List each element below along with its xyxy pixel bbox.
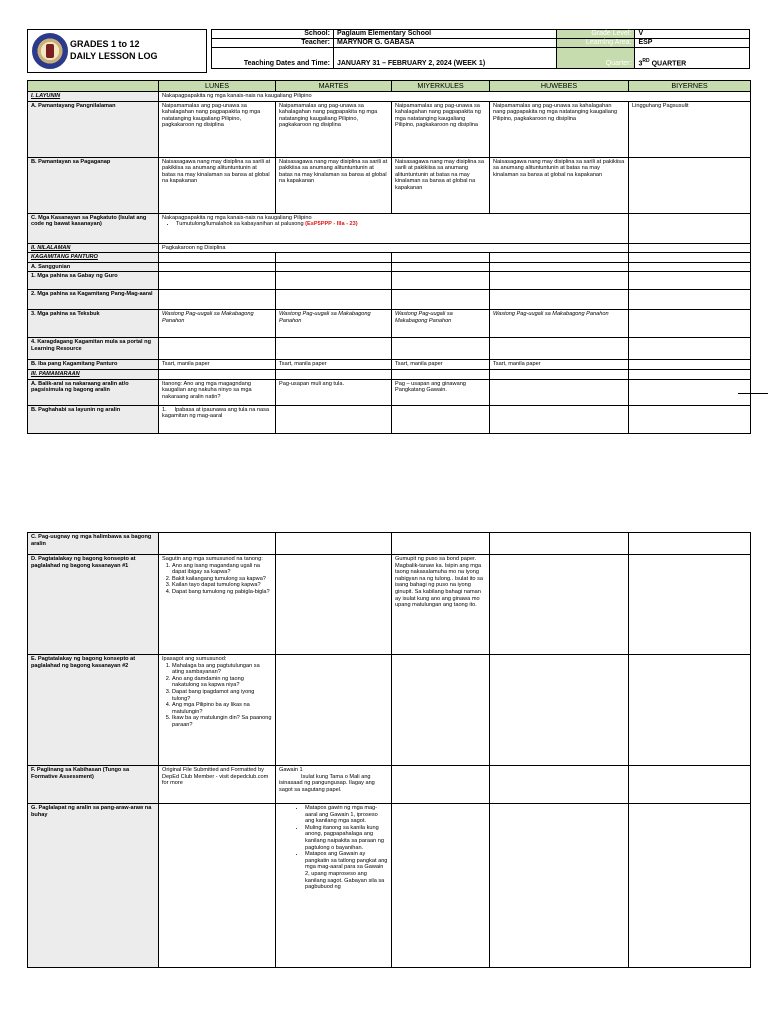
day-header-huwebes: HUWEBES: [490, 81, 629, 92]
table-cell: [629, 213, 751, 243]
competency-bullet: • Tumutulong/lumalahok sa kabayanihan at palusong (EsP5PPP - IIIa - 23): [176, 221, 625, 228]
table-cell: Wastong Pag-uugali sa Makabagong Panahon: [159, 310, 276, 338]
table-row: [28, 360, 751, 370]
teacher-value: MARYNOR G. GABASA: [333, 39, 556, 48]
table-row: [28, 290, 751, 310]
title-line-2: DAILY LESSON LOG: [70, 51, 158, 61]
school-label: School:: [212, 30, 334, 39]
section-pamamaraan: III. PAMAMARAAN: [28, 369, 159, 379]
table-cell: Gumupit ng puso sa bond paper. Magbalik-tanaw ka. Isipin ang mga taong nakasalamuha mo na iyong nabigyan na ng tulong.. Isulat ito sa isang bahagi ng puso na iyong ginupit. Sa kabilang bahagi naman ay isulat kung ano ang ginawa mo upang matulungan ang taong ito.: [392, 555, 490, 655]
row-label: 2. Mga pahina sa Kagamitang Pang-Mag-aaral: [28, 290, 159, 310]
table-row: [28, 310, 751, 338]
list-item: 1. Mahalaga ba ang pagtutulungan sa ating sambayanan?: [172, 663, 272, 676]
table-row: [28, 405, 751, 433]
row-label: B. Paghahabi sa layunin ng aralin: [28, 405, 159, 433]
list-item: • Muling itanong sa kanila kung anong, pagpapahalaga ang kanilang naipakita sa paraan ng pagtulong o bayanihan.: [305, 825, 388, 851]
lesson-table-part-2: [27, 532, 751, 968]
learning-area-label: Learning Area:: [557, 39, 635, 48]
row-label: B. Pamantayan sa Pagaganap: [28, 157, 159, 213]
row-label: 4. Karagdagang Kagamitan mula sa portal ng Learning Resource: [28, 338, 159, 360]
section-kagamitan: KAGAMITANG PANTURO: [28, 253, 159, 263]
table-cell: Pag-usapan muli ang tula.: [276, 379, 392, 405]
day-header-martes: MARTES: [276, 81, 392, 92]
quarter-value: 3RD QUARTER: [635, 48, 750, 69]
list-item: 5. Ikaw ba ay matulungin din? Sa paanong paraan?: [172, 715, 272, 728]
table-cell: Tsart, manila paper: [159, 360, 276, 370]
row-label: C. Mga Kasanayan sa Pagkatuto (Isulat ang code ng bawat kasanayan): [28, 213, 159, 243]
grade-level-value: V: [635, 30, 750, 39]
layunin-text: Nakapagpapakita ng mga kanais-nais na kaugaliang Pilipino: [159, 92, 751, 102]
title-line-1: GRADES 1 to 12: [70, 39, 140, 49]
dates-value: JANUARY 31 – FEBRUARY 2, 2024 (WEEK 1): [333, 48, 556, 69]
row-label: E. Pagtatalakay ng bagong konsepto at paglalahad ng bagong kasanayan #2: [28, 655, 159, 766]
table-cell: [629, 157, 751, 213]
table-cell: Wastong Pag-uugali sa Makabagong Panahon: [276, 310, 392, 338]
table-row: [28, 92, 751, 102]
competency-code: (EsP5PPP - IIIa - 23): [305, 221, 358, 228]
list-item: 4. Dapat bang tumulong ng pabigla-bigla?: [172, 589, 272, 596]
table-row: [28, 804, 751, 968]
table-row: [28, 157, 751, 213]
row-label: G. Paglalapat ng aralin sa pang-araw-araw na buhay: [28, 804, 159, 968]
row-label: F. Paglinang sa Kabihasan (Tungo sa Formative Assessment): [28, 766, 159, 804]
row-label: D. Pagtatalakay ng bagong konsepto at paglalahad ng bagong kasanayan #1: [28, 555, 159, 655]
teacher-label: Teacher:: [212, 39, 334, 48]
row-label: A. Sanggunian: [28, 262, 159, 272]
table-cell: Ipasagot ang sumusunod: 1. Mahalaga ba ang pagtutulungan sa ating sambayanan? 2. Ano ang damdamin ng taong nakatulong sa kapwa niya? 3. Dapat bang ipagdamot ang iyong tulong? 4. Ang mga Pilipino ba ay likas na matulungin? 5. Ikaw ba ay matulungin din? Sa paanong paraan?: [159, 655, 276, 766]
table-cell: Original File Submitted and Formatted by DepEd Club Member - visit depedclub.com for more: [159, 766, 276, 804]
day-header-biyernes: BIYERNES: [629, 81, 751, 92]
table-cell: Sagutin ang mga sumusunod na tanong: 1. Ano ang isang magandang ugali na dapat ibigay sa kapwa? 2. Bakit kailangang tumulong sa kapwa? 3. Kailan tayo dapat tumulong kapwa? 4. Dapat bang tumulong ng pabigla-bigla?: [159, 555, 276, 655]
table-cell: Naipamamalas ang pag-unawa sa kahalagahan nang pagpapakita ng mga natatanging kaugaliang Pilipino, pagkakaroon ng disiplina: [490, 101, 629, 157]
table-row: [28, 655, 751, 766]
lesson-table-part-1: [27, 80, 751, 434]
table-row: [28, 213, 751, 243]
row-label: B. Iba pang Kagamitang Panturo: [28, 360, 159, 370]
table-cell: Wastong Pag-uugali sa Makabagong Panahon: [490, 310, 629, 338]
table-cell: Naipamamalas ang pag-unawa sa kahalagahan nang pagpapakita ng mga natatanging kaugaliang Pilipino, pagkakaroon ng disiplina: [276, 101, 392, 157]
list-item: 4. Ang mga Pilipino ba ay likas na matulungin?: [172, 702, 272, 715]
table-cell: [276, 804, 392, 968]
table-cell: Tsart, manila paper: [490, 360, 629, 370]
table-row: [28, 101, 751, 157]
day-header-lunes: LUNES: [159, 81, 276, 92]
row-label: A. Balik-aral sa nakaraang aralin at/o pagsisimula ng bagong aralin: [28, 379, 159, 405]
table-cell: Naisasagawa nang may disiplina sa sarili at pakikiisa sa anumang alituntuntunin at batas na may kinalaman sa bansa at global na kapakanan: [159, 157, 276, 213]
stray-line: [738, 393, 768, 394]
table-row: [28, 272, 751, 290]
table-cell: Tsart, manila paper: [392, 360, 490, 370]
nilalaman-text: Pagkakaroon ng Disiplina: [159, 243, 629, 253]
table-row: [28, 766, 751, 804]
list-item: 1. Ano ang isang magandang ugali na dapat ibigay sa kapwa?: [172, 563, 272, 576]
table-row: [28, 555, 751, 655]
table-cell: 1. Ipabasa at ipaunawa ang tula na nasa kagamitan ng mag-aaral: [159, 405, 276, 433]
list-item: • Matapos gawin ng mga mag-aaral ang Gawain 1, iproseso ang kanilang mga sagot.: [305, 805, 388, 825]
table-cell: Naipamamalas ang pag-unawa sa kahalagahan nang pagpapakita ng mga natatanging kaugaliang Pilipino, pagkakaroon ng disiplina: [159, 101, 276, 157]
day-header-row: [28, 81, 751, 92]
header-meta-table: [211, 29, 750, 69]
list-item: 3. Dapat bang ipagdamot ang iyong tulong?: [172, 689, 272, 702]
table-cell: Lingguhang Pagsusulit: [629, 101, 751, 157]
deped-seal-icon: [32, 33, 68, 69]
table-row: [28, 338, 751, 360]
table-row: [28, 253, 751, 263]
table-row: [28, 533, 751, 555]
table-cell: Itanong: Ano ang mga magagndang kaugalian ang nakuha ninyo sa mga nakaraang aralin natin?: [159, 379, 276, 405]
table-row: [28, 243, 751, 253]
table-cell: Gawain 1 Isulat kung Tama o Mali ang isinasaad ng pangungusap. Ilagay ang sagot sa sagutang papel.: [276, 766, 392, 804]
table-cell: Naisasagawa nang may disiplina sa sarili at pakikiisa sa anumang alituntuntunin at batas na may kinalaman sa bansa at global na kapakanan: [490, 157, 629, 213]
list-item: 2. Ano ang damdamin ng taong nakatulong sa kapwa niya?: [172, 676, 272, 689]
grade-level-label: Grade Level:: [557, 30, 635, 39]
day-header-miyerkules: MIYERKULES: [392, 81, 490, 92]
quarter-label: Quarter:: [557, 48, 635, 69]
row-label: A. Pamantayang Pangnilalaman: [28, 101, 159, 157]
list-item: 2. Bakit kailangang tumulong sa kapwa?: [172, 576, 272, 583]
table-row: [28, 369, 751, 379]
header-title-box: [27, 29, 207, 73]
table-cell: [629, 243, 751, 253]
row-label: 3. Mga pahina sa Teksbuk: [28, 310, 159, 338]
table-row: [28, 262, 751, 272]
table-cell: Wastong Pag-uugali sa Makabagong Panahon: [392, 310, 490, 338]
learning-area-value: ESP: [635, 39, 750, 48]
list-item: 3. Kailan tayo dapat tumulong kapwa?: [172, 582, 272, 589]
table-cell: [159, 213, 629, 243]
table-cell: Naisasagawa nang may disiplina sa sarili at pakikiisa sa anumang alituntuntunin at batas na may kinalaman sa bansa at global na kapakanan: [276, 157, 392, 213]
row-label: 1. Mga pahina sa Gabay ng Guro: [28, 272, 159, 290]
dates-label: Teaching Dates and Time:: [212, 48, 334, 69]
table-cell: Naisasagawa nang may disiplina sa sarili at pakikiisa sa anumang alituntuntunin at batas na may kinalaman sa bansa at global na kapakanan: [392, 157, 490, 213]
table-row: [28, 379, 751, 405]
section-layunin: I. LAYUNIN: [28, 92, 159, 102]
table-cell: Pag – usapan ang ginawang Pangkatang Gawain.: [392, 379, 490, 405]
document-header: [27, 29, 750, 73]
row-label: C. Pag-uugnay ng mga halimbawa sa bagong aralin: [28, 533, 159, 555]
competency-text: Nakapagpapakita ng mga kanais-nais na kaugaliang Pilipino: [162, 214, 312, 221]
table-cell: Tsart, manila paper: [276, 360, 392, 370]
section-nilalaman: II. NILALAMAN: [28, 243, 159, 253]
table-cell: Naipamamalas ang pag-unawa sa kahalagahan nang pagpapakita ng mga natatanging kaugaliang Pilipino, pagkakaroon ng disiplina: [392, 101, 490, 157]
list-item: • Matapos ang Gawain ay pangkatin sa tatlong pangkat ang mga mag-aaral para sa Gawain 2, upang maproseso ang kanilang sagot. Gabayan sila sa pagbubuod ng: [305, 851, 388, 891]
school-value: Paglaum Elementary School: [333, 30, 556, 39]
document-title: [70, 38, 158, 62]
